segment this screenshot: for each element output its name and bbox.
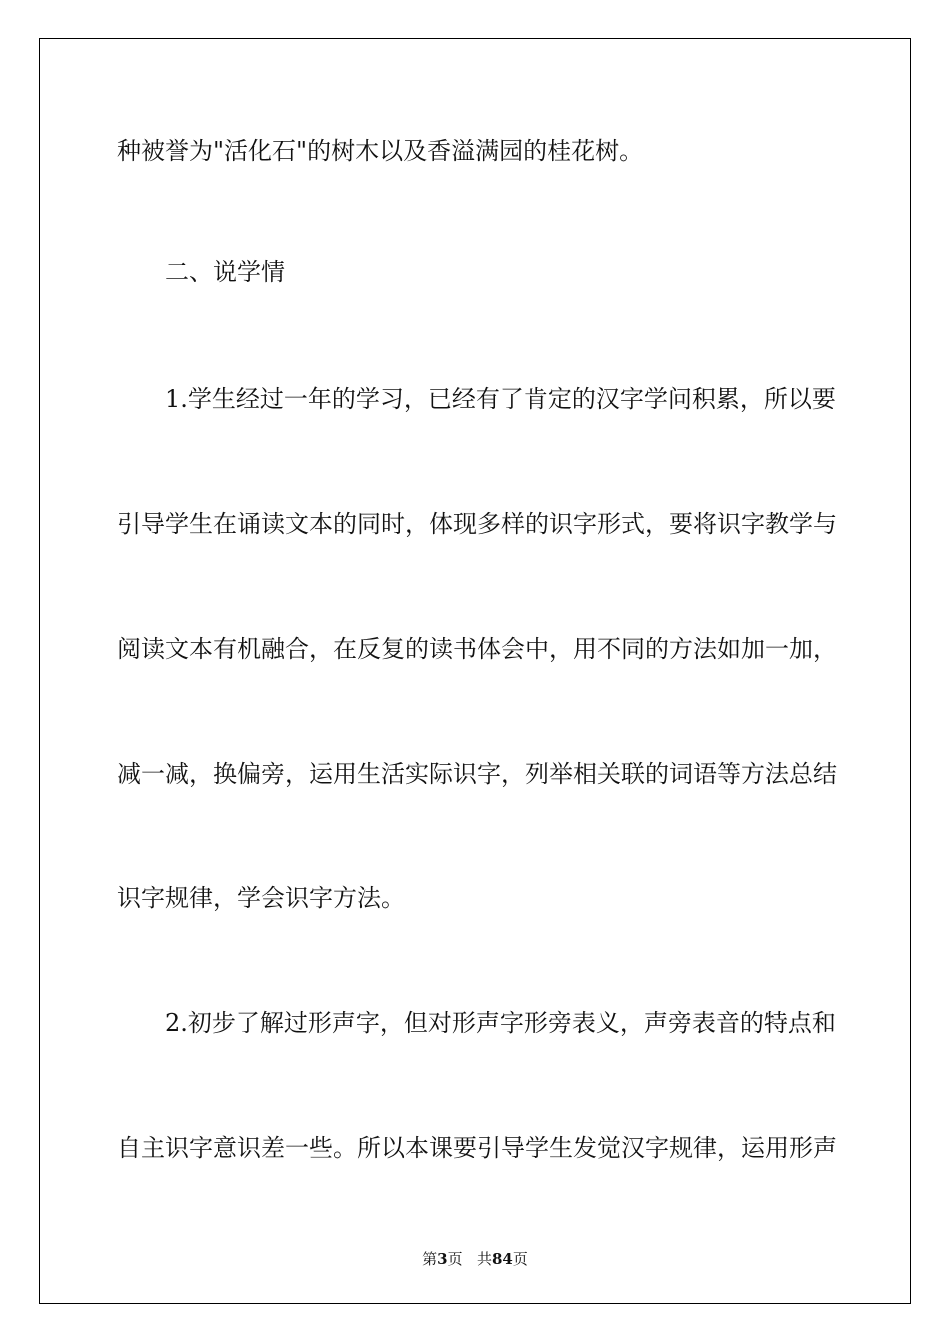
text-line-9: 自主识字意识差一些。所以本课要引导学生发觉汉字规律，运用形声 (117, 1134, 837, 1162)
section-heading-xueqing: 二、说学情 (165, 258, 285, 286)
text-line-8: 2.初步了解过形声字，但对形声字形旁表义，声旁表音的特点和 (165, 1009, 836, 1037)
text-line-7: 识字规律，学会识字方法。 (117, 884, 405, 912)
footer-total-suffix: 页 (512, 1250, 528, 1268)
text-line-6: 减一减，换偏旁，运用生活实际识字，列举相关联的词语等方法总结 (117, 760, 837, 788)
text-line-3: 1.学生经过一年的学习，已经有了肯定的汉字学问积累，所以要 (165, 385, 836, 413)
footer-total-prefix: 共 (476, 1250, 492, 1268)
page-border (39, 38, 911, 1304)
footer-page-suffix: 页 (447, 1250, 463, 1268)
total-pages-number: 84 (491, 1250, 513, 1268)
footer-prefix: 第 (422, 1250, 438, 1268)
current-page-number: 3 (437, 1250, 448, 1268)
text-line-1: 种被誉为"活化石"的树木以及香溢满园的桂花树。 (117, 137, 644, 165)
text-line-5: 阅读文本有机融合，在反复的读书体会中，用不同的方法如加一加， (117, 635, 837, 663)
page-footer (0, 1248, 950, 1269)
text-line-4: 引导学生在诵读文本的同时，体现多样的识字形式，要将识字教学与 (117, 510, 837, 538)
